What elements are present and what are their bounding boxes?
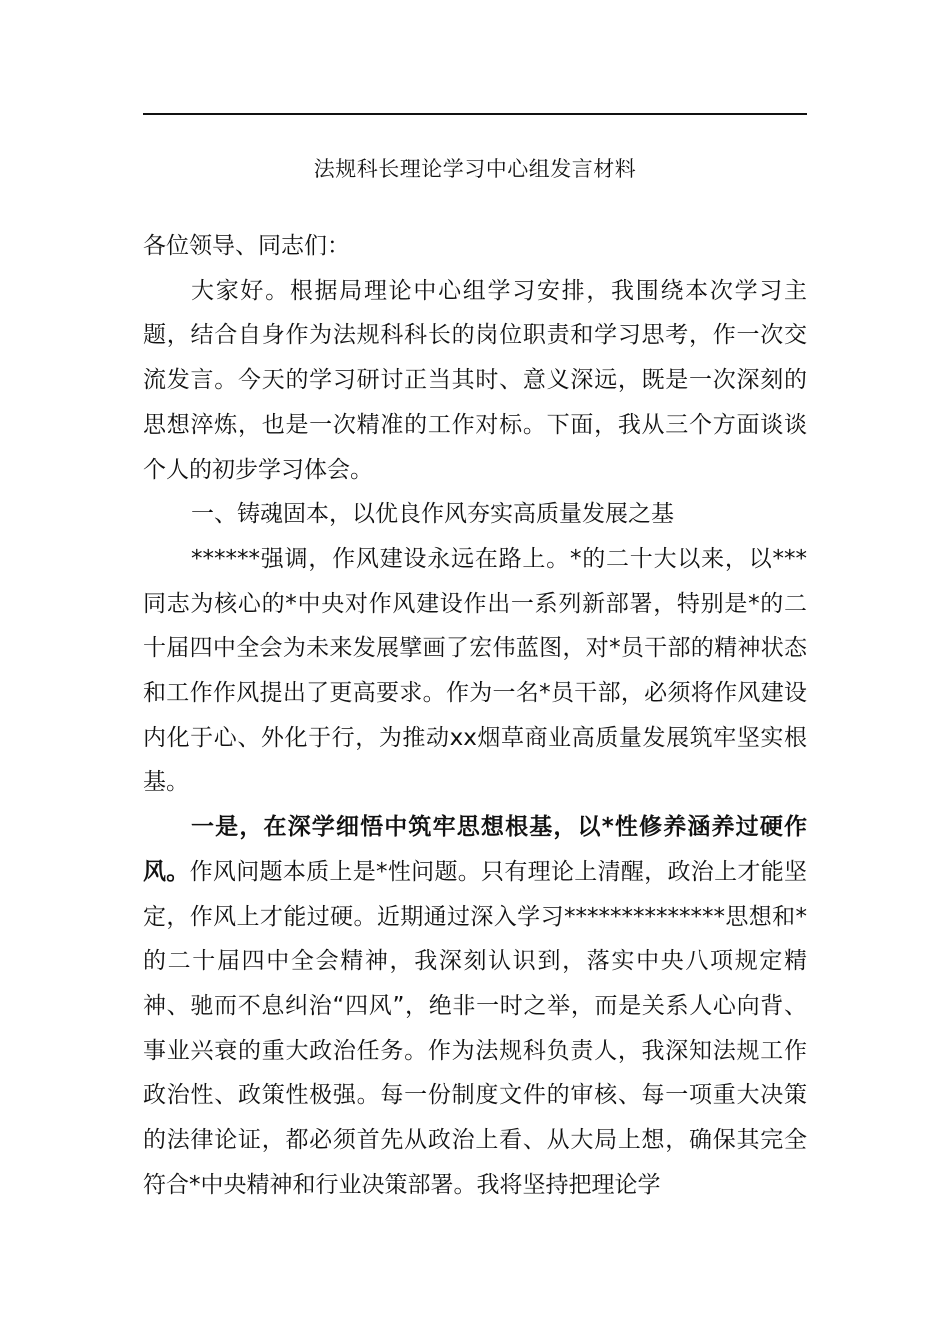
point-body: 作风问题本质上是*性问题。只有理论上清醒，政治上才能坚定，作风上才能过硬。近期通过深入学习**************思想和*的二十届四中全会精神，我深刻认识到，落实中央八项规定精神、驰而不息纠治“四风”，绝非一时之举，而是关系人心向背、事业兴衰的重大政治任务。作为法规科负责人，我深知法规工作政治性、政策性极强。每一份制度文件的审核、每一项重大决策的法律论证，都必须首先从政治上看、从大局上想，确保其完全符合*中央精神和行业决策部署。我将坚持把理论学 <box>143 858 808 1198</box>
point-lead: 一是，在深学细悟中筑牢思想根基，以*性修养涵养过硬作风。 <box>143 814 807 885</box>
document-title: 法规科长理论学习中心组发言材料 <box>313 157 637 181</box>
section-paragraph: ******强调，作风建设永远在路上。*的二十大以来，以***同志为核心的*中央对作风建设作出一系列新部署，特别是*的二十届四中全会为未来发展擘画了宏伟蓝图，对*员干部的精神状态和工作作风提出了更高要求。作为一名*员干部，必须将作风建设内化于心、外化于行，为推动xx烟草商业高质量发展筑牢坚实根基。 <box>143 545 807 796</box>
salutation: 各位领导、同志们： <box>143 233 350 259</box>
point-paragraph <box>143 805 807 1207</box>
header-rule <box>143 113 807 115</box>
section-heading: 一、铸魂固本，以优良作风夯实高质量发展之基 <box>191 501 674 528</box>
intro-paragraph: 大家好。根据局理论中心组学习安排，我围绕本次学习主题，结合自身作为法规科科长的岗位职责和学习思考，作一次交流发言。今天的学习研讨正当其时、意义深远，既是一次深刻的思想淬炼，也是一次精准的工作对标。下面，我从三个方面谈谈个人的初步学习体会。 <box>143 277 807 483</box>
document-body <box>143 224 807 1207</box>
